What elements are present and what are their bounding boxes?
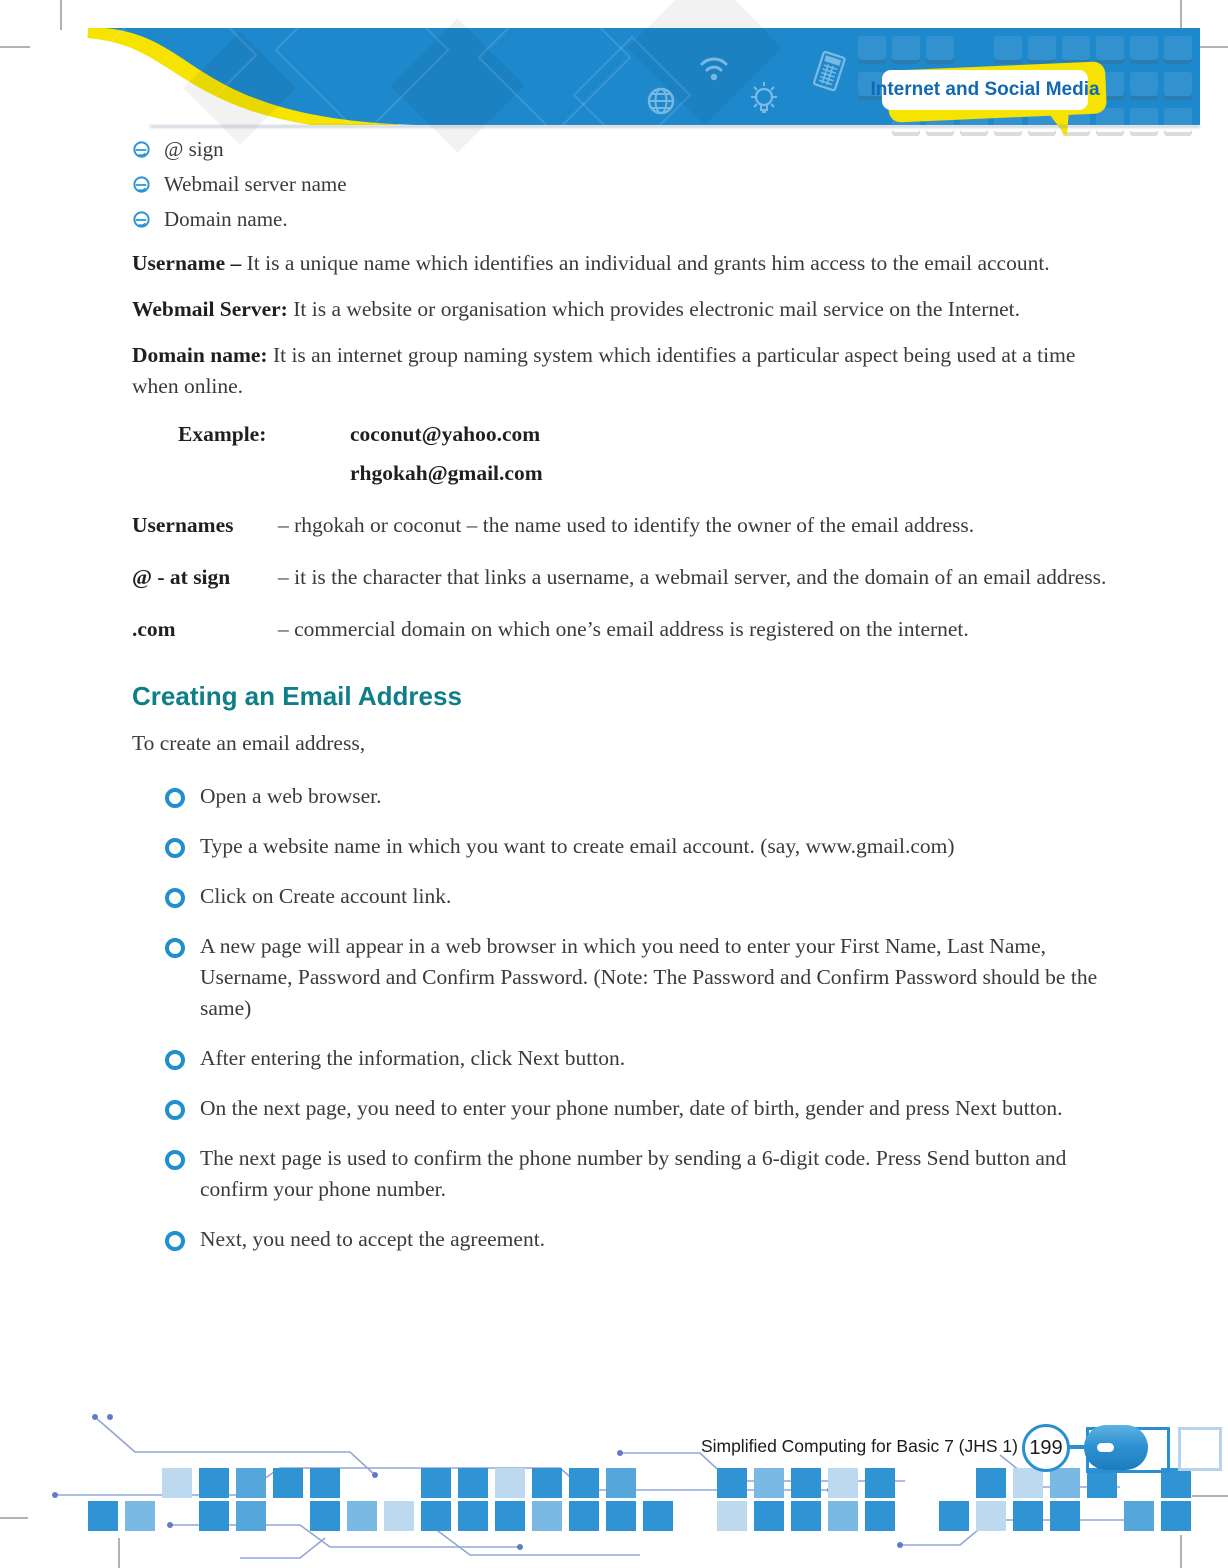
globe-icon	[646, 86, 676, 116]
crop-mark	[0, 46, 30, 48]
lightbulb-icon	[746, 80, 782, 120]
step-text: On the next page, you need to enter your phone number, date of birth, gender and press Next button.	[200, 1096, 1063, 1120]
step-item	[165, 831, 1110, 862]
example-label: Example:	[178, 422, 267, 446]
email-parts-list	[132, 136, 1110, 233]
glossary-text: – it is the character that links a username, a webmail server, and the domain of an email address.	[278, 565, 1107, 589]
list-item-text: @ sign	[164, 137, 224, 161]
section-lead: To create an email address,	[132, 731, 366, 755]
glossary-row-usernames	[132, 510, 1110, 541]
outline-square-decoration	[1178, 1427, 1222, 1471]
crop-mark	[60, 0, 62, 30]
glossary-text: – commercial domain on which one’s email address is registered on the internet.	[278, 617, 969, 641]
keyboard-square	[926, 36, 954, 64]
definition-term: Username –	[132, 251, 242, 275]
chapter-badge-label: Internet and Social Media	[870, 79, 1100, 100]
definition-term: Webmail Server:	[132, 297, 288, 321]
glossary-text: – rhgokah or coconut – the name used to identify the owner of the email address.	[278, 513, 975, 537]
step-text: Open a web browser.	[200, 784, 382, 808]
keyboard-square	[1164, 108, 1192, 136]
example-email: coconut@yahoo.com	[350, 422, 541, 446]
step-text: Click on Create account link.	[200, 884, 452, 908]
keyboard-square	[1028, 36, 1056, 64]
example-row	[132, 419, 1110, 450]
step-item	[165, 931, 1110, 1024]
list-item	[132, 206, 1110, 233]
definition-text: It is a website or organisation which provides electronic mail service on the Internet.	[293, 297, 1021, 321]
chapter-badge	[870, 62, 1122, 140]
page-content	[132, 136, 1110, 1274]
circle-bullet-icon	[165, 1150, 185, 1170]
page-number: 199	[1029, 1436, 1063, 1459]
keyboard-square	[858, 36, 886, 64]
keyboard-square	[1096, 36, 1124, 64]
step-text: Next, you need to accept the agreement.	[200, 1227, 546, 1251]
circle-bullet-icon	[165, 838, 185, 858]
example-label-spacer	[132, 458, 350, 489]
badge-label-box	[870, 70, 1100, 110]
step-item	[165, 781, 1110, 812]
circle-bullet-icon	[165, 1050, 185, 1070]
definition-text: It is an internet group naming system which identifies a particular aspect being used at a time when online.	[132, 343, 1076, 398]
step-text: A new page will appear in a web browser in which you need to enter your First Name, Last Name, Username, Password and Confirm Password. (Note: The Password and Confirm Password should be the same)	[200, 934, 1098, 1020]
create-email-steps-list	[132, 781, 1110, 1255]
glossary-term: @ - at sign	[132, 565, 231, 589]
keyboard-square	[1164, 72, 1192, 100]
mouse-icon	[1084, 1425, 1148, 1470]
circuit-decoration	[0, 1395, 1228, 1568]
keyboard-square	[1130, 36, 1158, 64]
circle-bullet-icon	[165, 788, 185, 808]
circle-bullet-icon	[165, 938, 185, 958]
internet-e-icon	[132, 175, 151, 194]
glossary-row-at-sign	[132, 562, 1110, 593]
example-row	[132, 458, 1110, 489]
list-item	[132, 136, 1110, 163]
glossary-term: .com	[132, 617, 176, 641]
step-item	[165, 1043, 1110, 1074]
section-heading: Creating an Email Address	[132, 681, 462, 711]
definition-username	[132, 248, 1110, 279]
step-item	[165, 1093, 1110, 1124]
list-item	[132, 171, 1110, 198]
example-email: rhgokah@gmail.com	[350, 461, 543, 485]
circle-bullet-icon	[165, 1231, 185, 1251]
chapter-header-banner	[30, 28, 1200, 125]
definition-domain-name	[132, 340, 1110, 402]
circle-bullet-icon	[165, 1100, 185, 1120]
calculator-icon	[810, 50, 848, 94]
definition-term: Domain name:	[132, 343, 268, 367]
keyboard-square	[1130, 108, 1158, 136]
internet-e-icon	[132, 210, 151, 229]
internet-e-icon	[132, 140, 151, 159]
keyboard-square	[994, 36, 1022, 64]
list-item-text: Domain name.	[164, 207, 288, 231]
keyboard-square	[1130, 72, 1158, 100]
step-text: Type a website name in which you want to create email account. (say, www.gmail.com)	[200, 834, 955, 858]
crop-mark	[1198, 46, 1228, 48]
keyboard-square	[1062, 36, 1090, 64]
wifi-icon	[696, 52, 732, 82]
step-item	[165, 1143, 1110, 1205]
step-text: The next page is used to confirm the phone number by sending a 6-digit code. Press Send button and confirm your phone number.	[200, 1146, 1067, 1201]
crop-mark	[1180, 0, 1182, 30]
step-item	[165, 1224, 1110, 1255]
example-block	[132, 419, 1110, 489]
glossary-term: Usernames	[132, 513, 234, 537]
list-item-text: Webmail server name	[164, 172, 347, 196]
step-item	[165, 881, 1110, 912]
page-number-badge	[1022, 1424, 1070, 1472]
definition-text: It is a unique name which identifies an individual and grants him access to the email account.	[246, 251, 1050, 275]
keyboard-square	[1164, 36, 1192, 64]
glossary-row-com	[132, 614, 1110, 645]
step-text: After entering the information, click Next button.	[200, 1046, 626, 1070]
book-title: Simplified Computing for Basic 7 (JHS 1)	[700, 1436, 1018, 1456]
keyboard-square	[892, 36, 920, 64]
banner-shadow	[150, 125, 1200, 128]
circle-bullet-icon	[165, 888, 185, 908]
definition-webmail-server	[132, 294, 1110, 325]
